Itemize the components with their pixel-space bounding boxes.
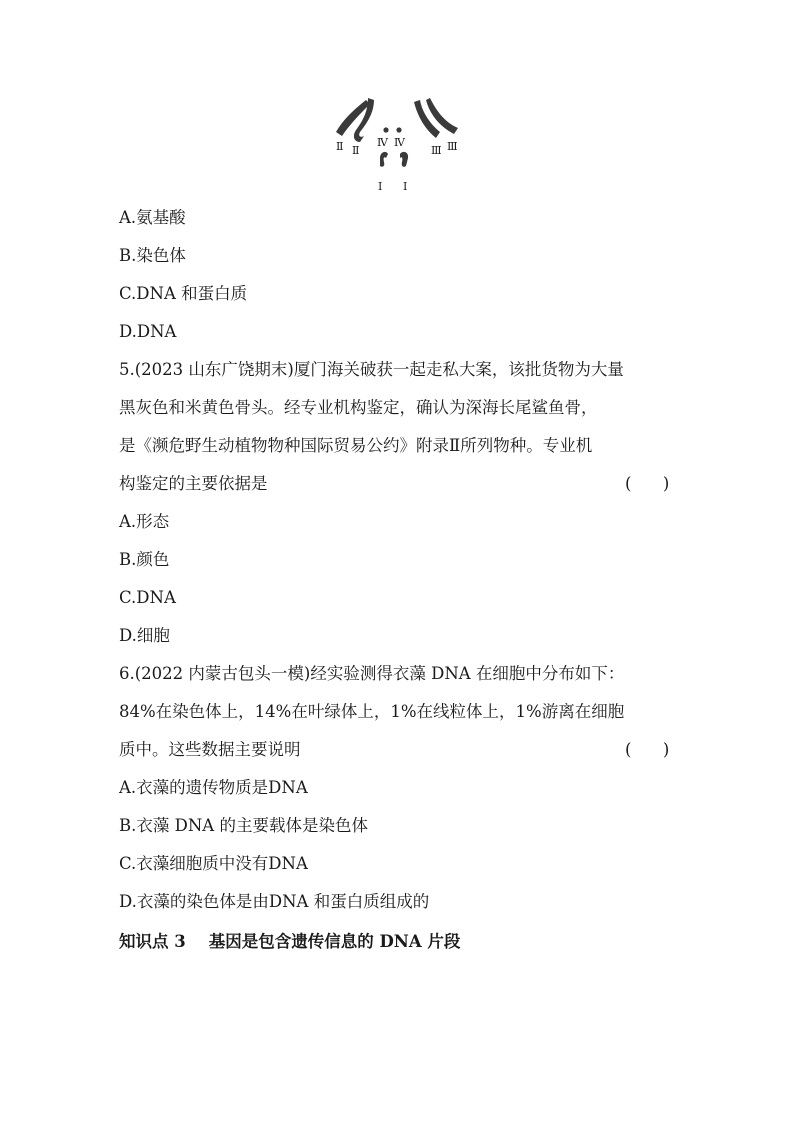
- q6-stem-line-2: 84%在染色体上，14%在叶绿体上，1%在线粒体上，1%游离在细胞: [119, 702, 625, 721]
- label-i-1: Ⅰ: [378, 180, 383, 193]
- q4-option-c: C.DNA 和蛋白质: [119, 284, 248, 303]
- q6-option-c: C.衣藻细胞质中没有DNA: [119, 854, 308, 873]
- q6-option-b: B.衣藻 DNA 的主要载体是染色体: [119, 816, 368, 835]
- label-ii-1: Ⅱ: [336, 140, 344, 153]
- q6-option-a: A.衣藻的遗传物质是DNA: [119, 778, 308, 797]
- q5-stem-line-4: 构鉴定的主要依据是: [119, 474, 268, 493]
- q5-stem-line-2: 黑灰色和米黄色骨头。经专业机构鉴定，确认为深海长尾鲨鱼骨，: [119, 398, 598, 417]
- q5-option-c: C.DNA: [119, 588, 176, 607]
- q6-stem-line-3: 质中。这些数据主要说明: [119, 740, 301, 759]
- q4-option-a: A.氨基酸: [119, 208, 186, 227]
- chromosome-iv-dot-a: [383, 127, 388, 132]
- q6-option-d: D.衣藻的染色体是由DNA 和蛋白质组成的: [119, 892, 430, 911]
- q6-stem-line-1: 6.(2022 内蒙古包头一模)经实验测得衣藻 DNA 在细胞中分布如下：: [119, 664, 625, 683]
- label-iii-1: Ⅲ: [431, 144, 442, 157]
- label-i-2: Ⅰ: [403, 180, 408, 193]
- chromosome-i-right: [400, 152, 408, 167]
- q5-option-b: B.颜色: [119, 550, 170, 569]
- label-ii-2: Ⅱ: [352, 144, 360, 157]
- chromosome-figure: [330, 92, 465, 202]
- chromosome-karyotype-image: [330, 92, 465, 202]
- label-iv-1: Ⅳ: [377, 136, 388, 149]
- chromosome-iv-dot-b: [396, 127, 401, 132]
- chromosome-i-left: [380, 152, 388, 167]
- label-iv-2: Ⅳ: [394, 136, 405, 149]
- q5-option-a: A.形态: [119, 512, 170, 531]
- q5-answer-blank: ( ): [625, 474, 670, 493]
- chromosome-labels: [336, 136, 458, 193]
- q6-answer-blank: ( ): [625, 740, 670, 759]
- q5-stem-line-3: 是《濒危野生动植物物种国际贸易公约》附录Ⅱ所列物种。专业机: [119, 436, 593, 455]
- q4-option-b: B.染色体: [119, 246, 186, 265]
- q4-option-d: D.DNA: [119, 322, 177, 341]
- q5-option-d: D.细胞: [119, 626, 170, 645]
- section-heading: 知识点 3 基因是包含遗传信息的 DNA 片段: [119, 932, 461, 951]
- q5-stem-line-1: 5.(2023 山东广饶期末)厦门海关破获一起走私大案，该批货物为大量: [119, 360, 624, 379]
- label-iii-2: Ⅲ: [447, 140, 458, 153]
